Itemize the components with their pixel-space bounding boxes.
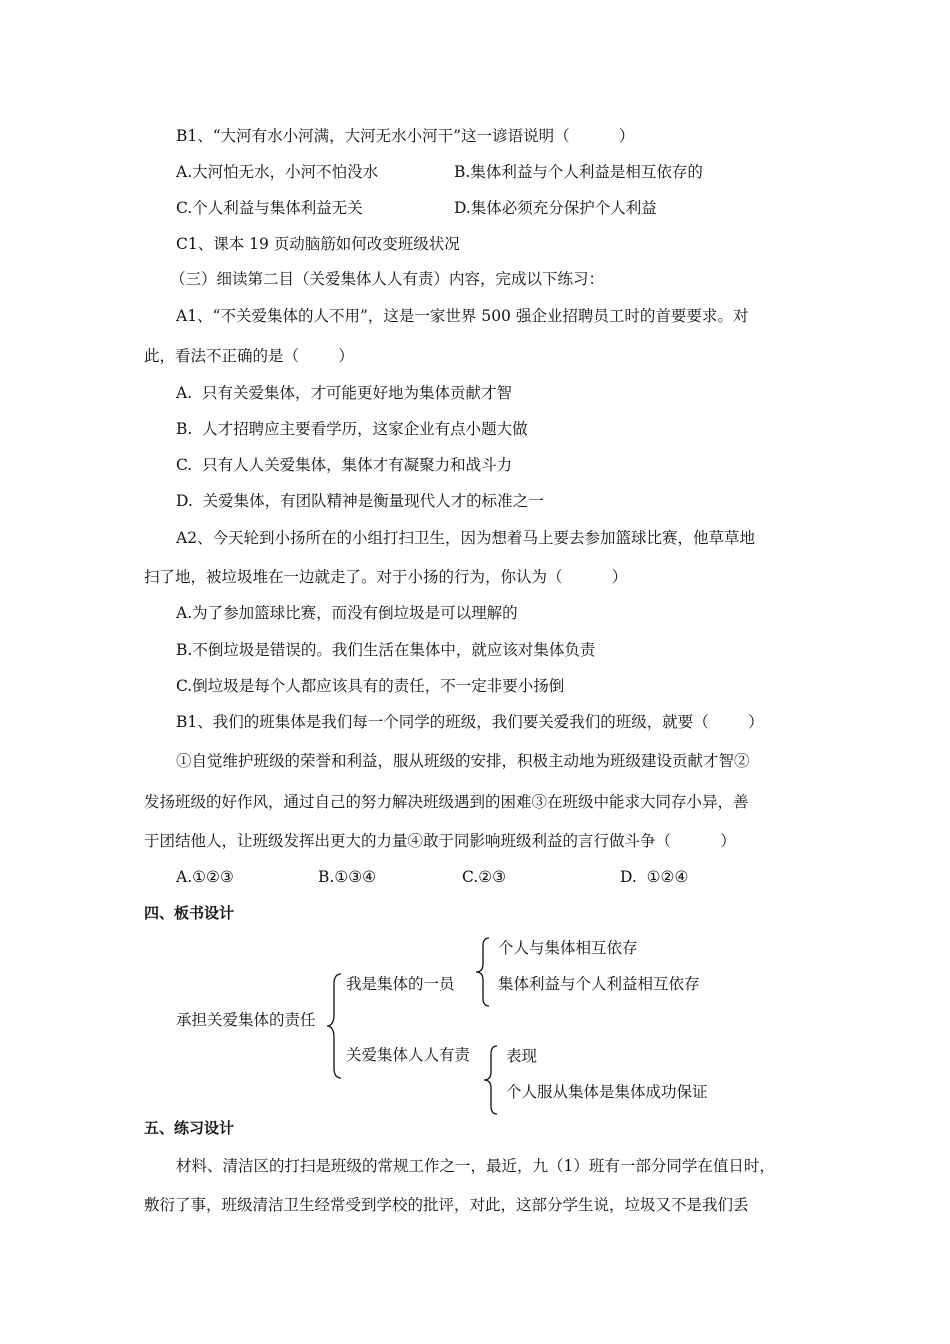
question-b1b-line2: 发扬班级的好作风，通过自己的努力解决班级遇到的困难③在班级中能求大同存小异，善 [144, 793, 749, 811]
section-4-heading: 四、板书设计 [144, 904, 235, 922]
question-a1-stem-line2: 此，看法不正确的是（ ） [144, 347, 354, 365]
question-a2-option-c: C.倒垃圾是每个人都应该具有的责任，不一定非要小扬倒 [176, 677, 565, 695]
question-b1b-option-b: B.①③④ [318, 868, 377, 886]
question-b1b-line3: 于团结他人，让班级发挥出更大的力量④敢于同影响班级利益的言行做斗争（ ） [144, 832, 736, 850]
question-a1-option-d: D. 关爱集体，有团队精神是衡量现代人才的标准之一 [176, 492, 544, 510]
question-a2-stem-line1: A2、今天轮到小扬所在的小组打扫卫生，因为想着马上要去参加篮球比赛，他草草地 [176, 529, 756, 547]
board-node-2-item-a: 表现 [506, 1047, 538, 1065]
question-b1-option-a: A.大河怕无水，小河不怕没水 [176, 163, 379, 181]
question-b1-stem: B1、“大河有水小河满，大河无水小河干”这一谚语说明（ ） [176, 127, 635, 145]
material-line2: 敷衍了事，班级清洁卫生经常受到学校的批评，对此，这部分学生说，垃圾又不是我们丢 [144, 1196, 749, 1214]
question-b1-option-b: B.集体利益与个人利益是相互依存的 [454, 163, 703, 181]
board-brace-root [326, 972, 344, 1080]
question-a1-option-b: B. 人才招聘应主要看学历，这家企业有点小题大做 [176, 420, 528, 438]
question-a1-option-c: C. 只有人人关爱集体，集体才有凝聚力和战斗力 [176, 456, 513, 474]
board-root-label: 承担关爱集体的责任 [176, 1011, 316, 1029]
question-b1b-option-d: D. ①②④ [620, 868, 689, 886]
board-brace-node-1 [474, 936, 492, 1008]
board-node-1-label: 我是集体的一员 [346, 975, 455, 993]
question-b1b-option-a: A.①②③ [176, 868, 234, 886]
board-brace-node-2 [482, 1044, 500, 1116]
section-5-heading: 五、练习设计 [144, 1119, 235, 1137]
board-node-1-item-b: 集体利益与个人利益相互依存 [498, 975, 700, 993]
question-b1b-line1: ①自觉维护班级的荣誉和利益，服从班级的安排，积极主动地为班级建设贡献才智② [176, 752, 750, 770]
question-b1b-stem: B1、我们的班集体是我们每一个同学的班级，我们要关爱我们的班级，就要（ ） [176, 713, 764, 731]
question-b1-option-c: C.个人利益与集体利益无关 [176, 199, 363, 217]
question-a2-option-a: A.为了参加篮球比赛，而没有倒垃圾是可以理解的 [176, 604, 518, 622]
question-a2-option-b: B.不倒垃圾是错误的。我们生活在集体中，就应该对集体负责 [176, 641, 596, 659]
question-b1-option-d: D.集体必须充分保护个人利益 [454, 199, 657, 217]
section-3-heading: （三）细读第二目（关爱集体人人有责）内容，完成以下练习： [170, 270, 605, 288]
question-a1-stem-line1: A1、“不关爱集体的人不用”，这是一家世界 500 强企业招聘员工时的首要要求。对 [176, 307, 749, 325]
question-b1b-option-c: C.②③ [462, 868, 507, 886]
board-node-2-label: 关爱集体人人有责 [346, 1046, 471, 1064]
question-a1-option-a: A. 只有关爱集体，才可能更好地为集体贡献才智 [176, 384, 512, 402]
board-node-1-item-a: 个人与集体相互依存 [498, 939, 638, 957]
question-a2-stem-line2: 扫了地，被垃圾堆在一边就走了。对于小扬的行为，你认为（ ） [144, 568, 628, 586]
question-c1: C1、课本 19 页动脑筋如何改变班级状况 [176, 235, 460, 253]
board-node-2-item-b: 个人服从集体是集体成功保证 [506, 1083, 708, 1101]
material-line1: 材料、清洁区的打扫是班级的常规工作之一，最近，九（1）班有一部分同学在值日时， [176, 1157, 775, 1175]
